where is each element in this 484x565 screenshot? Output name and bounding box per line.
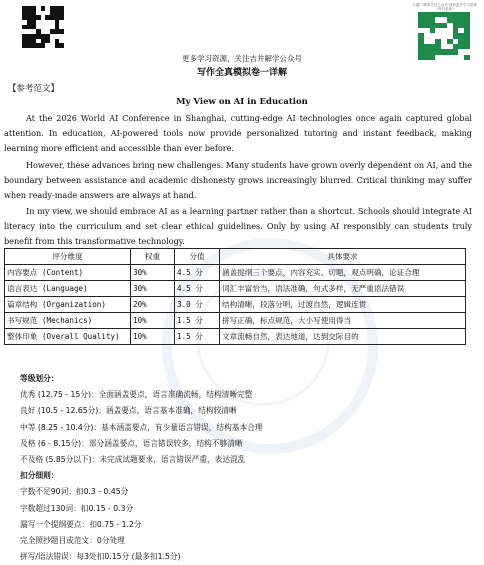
rubric-cell-dimension: 书写规范 (Mechanics) <box>5 313 131 329</box>
rubric-cell-score: 3.0 分 <box>175 297 220 313</box>
rubric-cell-dimension: 整体印象 (Overall Quality) <box>5 329 131 345</box>
rubric-cell-dimension: 篇章结构 (Organization) <box>5 297 131 313</box>
deduction-item: 完全照抄题目或范文：0分处理 <box>20 536 125 546</box>
deduction-item: 字数超过130词：扣0.15 - 0.3分 <box>20 503 134 513</box>
rubric-cell-requirement: 文章流畅自然，表达地道，达到交际目的 <box>220 329 466 345</box>
rubric-row <box>5 313 466 329</box>
level-item: 优秀 (12.75 - 15分)：全面涵盖要点，语言准确流畅，结构清晰完整 <box>20 390 253 400</box>
rubric-cell-requirement: 涵盖提纲三个要点，内容充实、切题，观点明确，论证合理 <box>220 265 466 281</box>
rubric-cell-score: 4.5 分 <box>175 281 220 297</box>
deduction-item: 拼写/语法错误：每3处扣0.15分 (最多扣1.5分) <box>20 552 181 562</box>
rubric-cell-weight: 20% <box>131 297 175 313</box>
rubric-cell-dimension: 语言表达 (Language) <box>5 281 131 297</box>
qr-module <box>59 43 64 48</box>
rubric-cell-requirement: 词汇丰富恰当，语法准确，句式多样，无严重语法错误 <box>220 281 466 297</box>
qr-code-left <box>22 6 64 48</box>
level-item: 不及格 (5.85分以下)：未完成试题要求，语言错误严重，表达混乱 <box>20 455 246 465</box>
rubric-header-score: 分值 <box>175 249 220 265</box>
rubric-row <box>5 329 466 345</box>
deduction-title: 扣分细则： <box>20 471 59 481</box>
rubric-cell-weight: 30% <box>131 265 175 281</box>
rubric-row <box>5 265 466 281</box>
essay-paragraph-1: At the 2026 World AI Conference in Shanghai, cutting-edge AI technologies once again captured global attention. In education, AI-powered tools now provide personalized tutoring and instant feedback, making learning more efficient and accessible than ever before. <box>4 113 472 153</box>
rubric-cell-requirement: 结构清晰，段落分明，过渡自然，逻辑连贯 <box>220 297 466 313</box>
rubric-cell-requirement: 拼写正确，标点规范，大小写使用得当 <box>220 313 466 329</box>
deduction-item: 字数不足90词：扣0.3 - 0.45分 <box>20 487 129 497</box>
rubric-cell-dimension: 内容要点 (Content) <box>5 265 131 281</box>
essay-title: My View on AI in Education <box>176 97 308 107</box>
rubric-cell-score: 4.5 分 <box>175 265 220 281</box>
rubric-header-weight: 权重 <box>131 249 175 265</box>
level-item: 中等 (8.25 - 10.4分)：基本涵盖要点，有少量语言错误，结构基本合理 <box>20 422 263 432</box>
rubric-cell-weight: 10% <box>131 313 175 329</box>
rubric-row <box>5 297 466 313</box>
rubric-header-requirement: 具体要求 <box>220 249 466 265</box>
essay-paragraph-3: In my view, we should embrace AI as a learning partner rather than a shortcut. Schools should integrate AI literacy into the curriculum and set clear ethical guidelines. Only by using AI responsibly can students truly benefit from this transformative technology. <box>4 206 472 246</box>
qr-caption: 扫描二维码关注公众号 获取更多学习资源（每日更新） <box>412 3 478 11</box>
rubric-header-dimension: 评分维度 <box>5 249 131 265</box>
rubric-row <box>5 281 466 297</box>
rubric-cell-weight: 30% <box>131 281 175 297</box>
section-label: 【参考范文】 <box>8 84 60 94</box>
deduction-item: 漏写一个提纲要点：扣0.75 - 1.2分 <box>20 519 142 529</box>
promo-text: 更多学习资源，关注吉井解学公众号 <box>182 54 302 63</box>
rubric-header-row <box>5 249 466 265</box>
rubric-cell-score: 1.5 分 <box>175 313 220 329</box>
rubric-table <box>4 248 466 345</box>
rubric-cell-score: 1.5 分 <box>175 329 220 345</box>
document-title: 写作全真模拟卷一详解 <box>196 68 287 78</box>
rubric-cell-weight: 10% <box>131 329 175 345</box>
level-item: 良好 (10.5 - 12.65分)：涵盖要点，语言基本准确，结构较清晰 <box>20 406 237 416</box>
grading-section <box>20 371 470 565</box>
level-item: 及格 (6 - 8.15分)：部分涵盖要点，语言错误较多，结构不够清晰 <box>20 438 243 448</box>
levels-title: 等级划分： <box>20 374 59 383</box>
essay-paragraph-2: However, these advances bring new challenges. Many students have grown overly dependent on AI, and the boundary between assistance and academic dishonesty grows increasingly blurred. Critical thinking may suffer when ready-made answers are always at hand. <box>4 160 472 200</box>
